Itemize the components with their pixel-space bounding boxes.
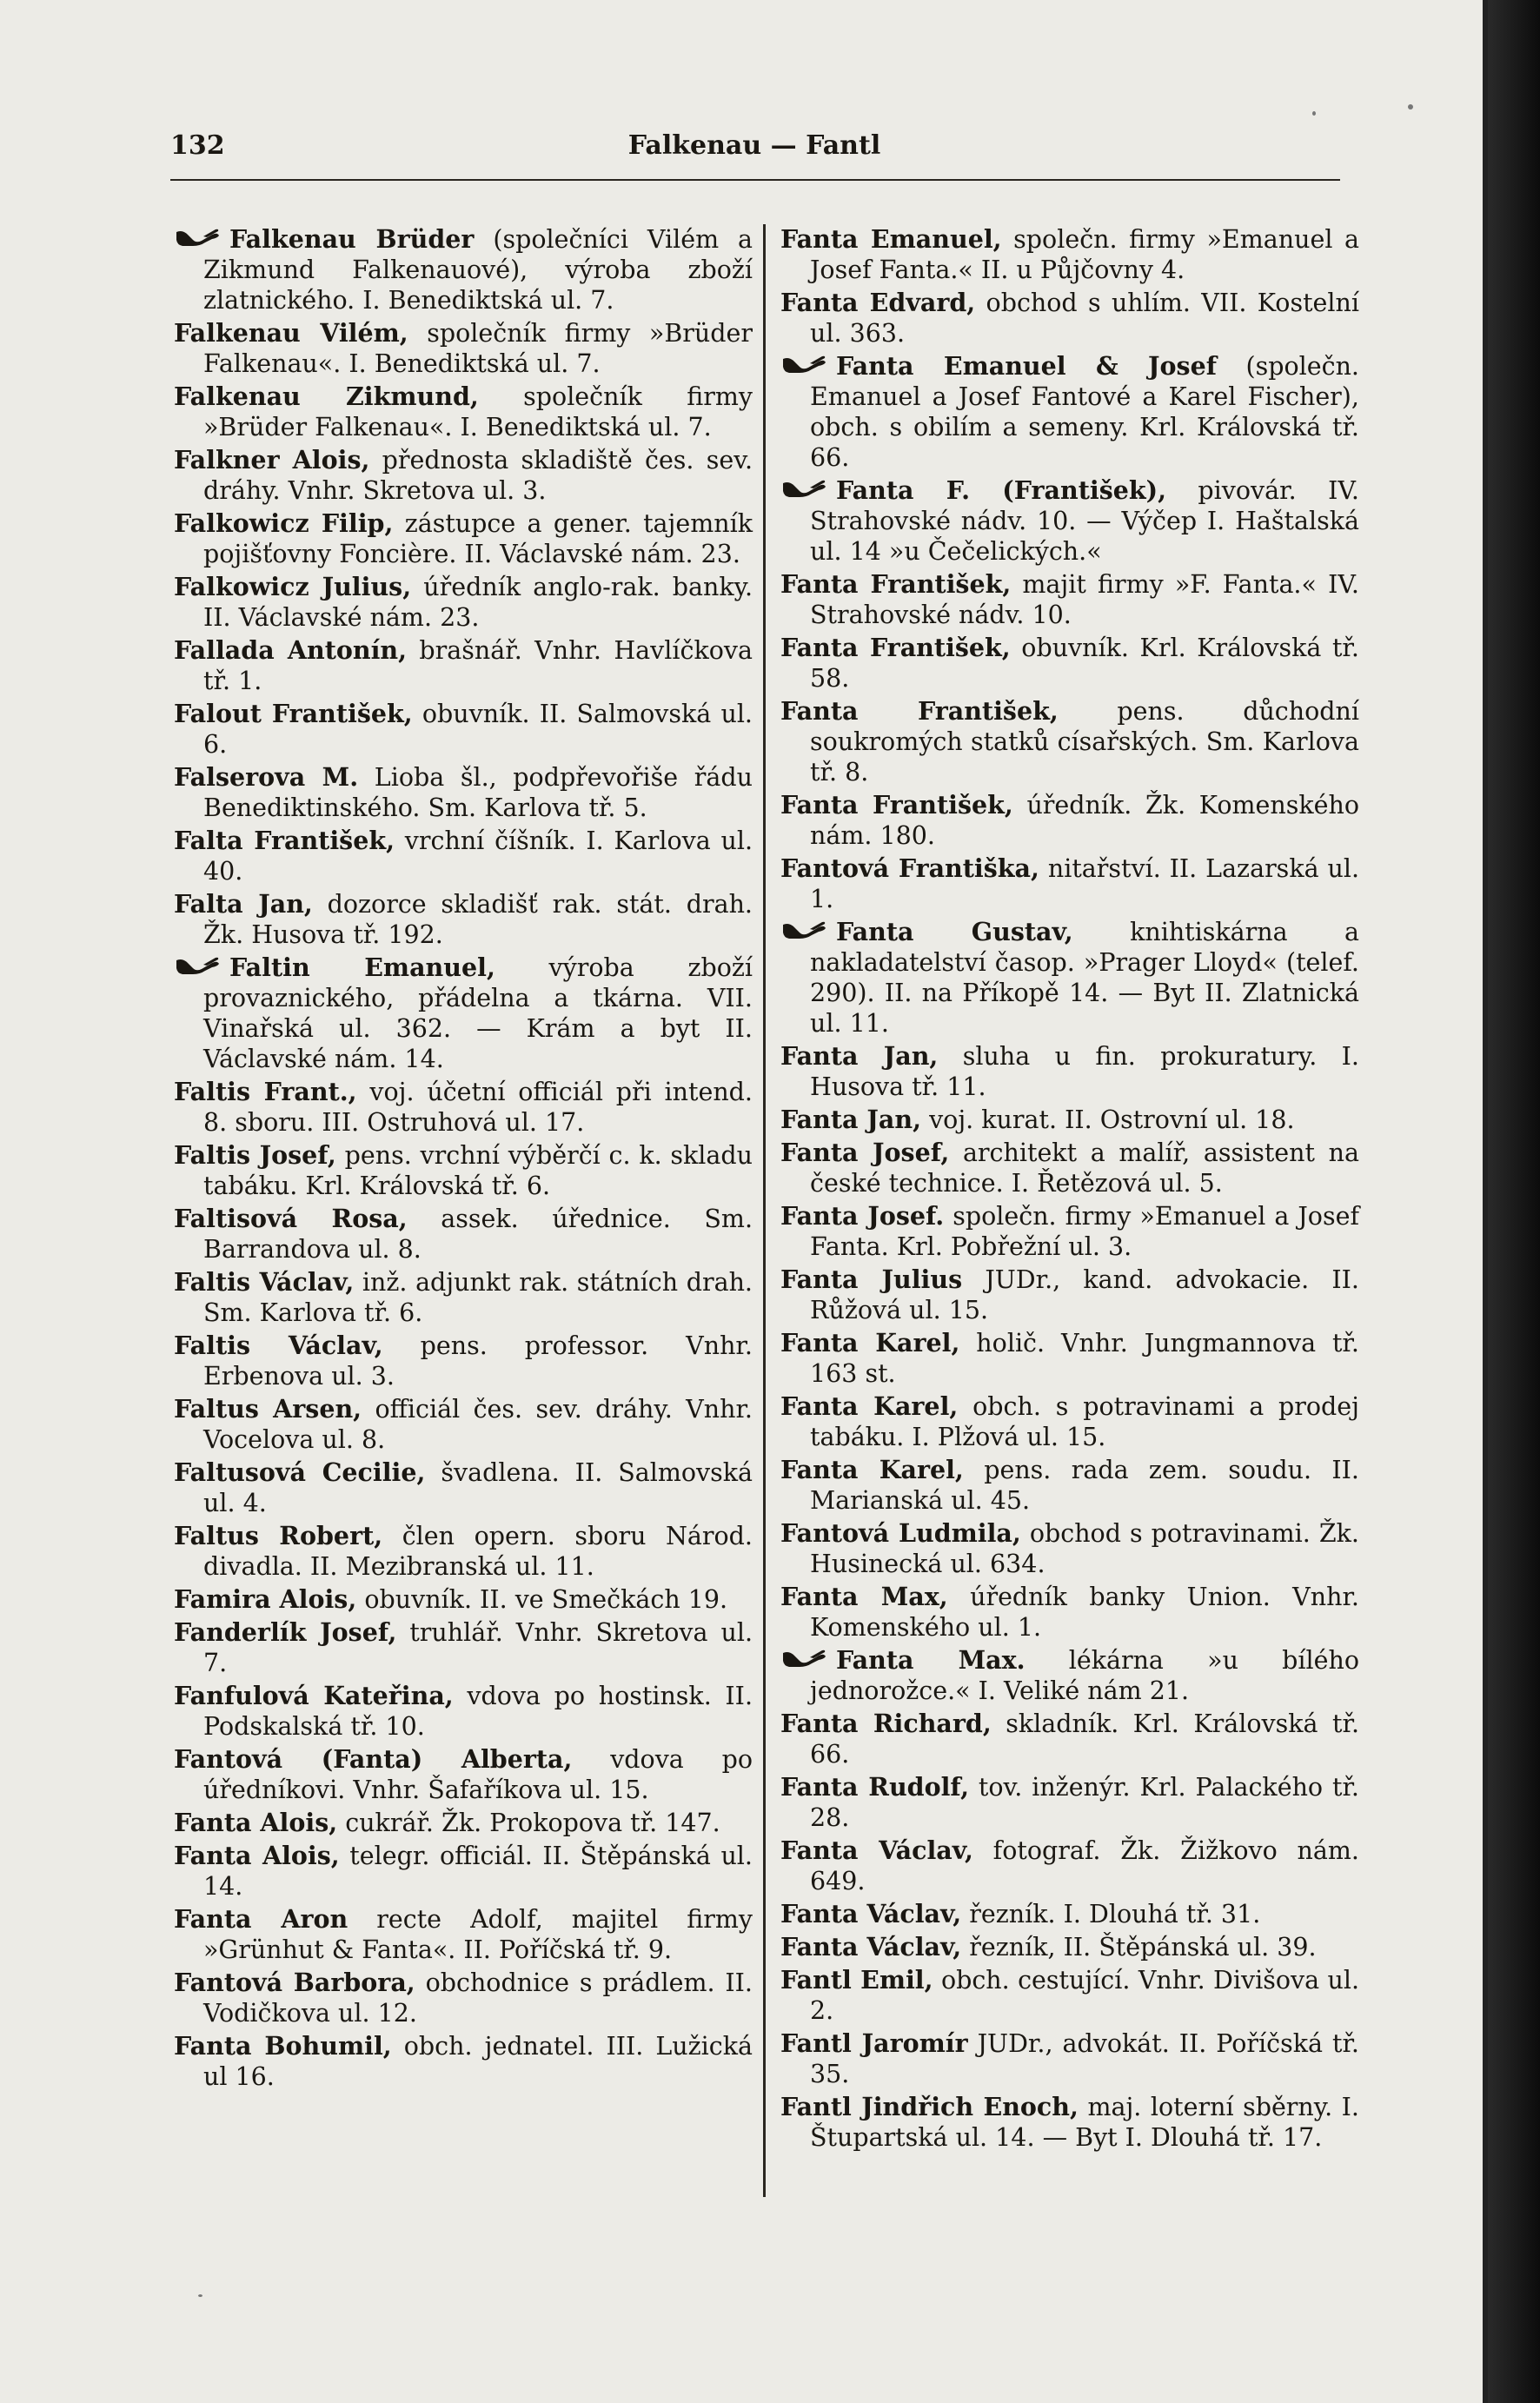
directory-entry [174, 382, 753, 442]
directory-entry [780, 1138, 1359, 1198]
entry-details: švadlena. II. Salmovská ul. 4. [203, 1458, 753, 1517]
entry-details: inž. adjunkt rak. státních drah. Sm. Karlova tř. 6. [203, 1268, 753, 1327]
entry-details: maj. loterní sběrny. I. Štupartská ul. 14. — Byt I. Dlouhá tř. 17. [810, 2093, 1359, 2152]
entry-name: Faltin Emanuel, [229, 953, 495, 982]
entry-details: úředník anglo-rak. banky. II. Václavské nám. 23. [203, 573, 753, 632]
directory-entry [174, 224, 753, 315]
directory-entry [174, 1681, 753, 1742]
entry-name: Faltis Václav, [174, 1331, 383, 1360]
entry-name: Fanta Julius [780, 1265, 963, 1294]
directory-entry [174, 1521, 753, 1582]
page-edge [1488, 0, 1540, 2403]
directory-entry [174, 762, 753, 823]
entry-name: Fanta František, [780, 633, 1011, 662]
entry-details: voj. kurat. II. Ostrovní ul. 18. [921, 1105, 1295, 1134]
entry-name: Fantová (Fanta) Alberta, [174, 1744, 573, 1774]
entry-details: řezník, II. Štěpánská ul. 39. [961, 1933, 1317, 1962]
entry-details: truhlář. Vnhr. Skretova ul. 7. [203, 1618, 753, 1677]
directory-entry [174, 635, 753, 696]
entry-name: Falkowicz Filip, [174, 508, 394, 538]
entry-name: Fantl Jaromír [780, 2028, 968, 2058]
entry-name: Faltisová Rosa, [174, 1204, 408, 1233]
entry-details: Lioba šl., podpřevořiše řádu Benediktinského. Sm. Karlova tř. 5. [203, 763, 753, 822]
directory-entry [780, 1518, 1359, 1579]
right-column [780, 224, 1359, 2153]
entry-details: pens. professor. Vnhr. Erbenova ul. 3. [203, 1331, 753, 1391]
entry-details: voj. účetní officiál při intend. 8. sboru. III. Ostruhová ul. 17. [203, 1078, 753, 1137]
directory-entry [780, 2092, 1359, 2153]
entry-name: Fanderlík Josef, [174, 1617, 397, 1647]
entry-name: Fanta Karel, [780, 1455, 964, 1484]
entry-details: architekt a malíř, assistent na české technice. I. Řetězová ul. 5. [810, 1138, 1359, 1198]
header-rule [170, 179, 1340, 181]
entry-details: vdova po hostinsk. II. Podskalská tř. 10. [203, 1682, 753, 1741]
left-column [174, 224, 753, 2092]
directory-entry [780, 1105, 1359, 1135]
entry-name: Fanta František, [780, 696, 1059, 726]
directory-entry [174, 1077, 753, 1138]
entry-name: Fanta Max, [780, 1582, 948, 1611]
entry-name: Fanfulová Kateřina, [174, 1681, 454, 1710]
entry-details: knihtiskárna a nakladatelství časop. »Prager Lloyd« (telef. 290). II. na Příkopě 14. — Byt II. Zlatnická ul. 11. [810, 918, 1360, 1038]
entry-details: pens. důchodní soukromých statků císařských. Sm. Karlova tř. 8. [810, 697, 1359, 787]
directory-entry [780, 696, 1359, 787]
entry-name: Fanta Václav, [780, 1932, 962, 1962]
entry-details: výroba zboží provaznického, přádelna a tkárna. VII. Vinařská ul. 362. — Krám a byt II. Václavské nám. 14. [203, 953, 753, 1073]
directory-entry [780, 1709, 1359, 1769]
entry-name: Fanta Alois, [174, 1841, 340, 1870]
entry-name: Fanta Jan, [780, 1041, 939, 1071]
directory-entry [780, 1772, 1359, 1833]
directory-entry [174, 889, 753, 950]
entry-name: Fanta Josef. [780, 1201, 945, 1231]
entry-name: Fanta F. (František), [836, 475, 1167, 505]
entry-name: Fantová Barbora, [174, 1968, 415, 1997]
entry-details: obchod s uhlím. VII. Kostelní ul. 363. [810, 289, 1359, 348]
entry-name: Falta František, [174, 826, 395, 855]
directory-entry [780, 288, 1359, 349]
entry-name: Faltusová Cecilie, [174, 1457, 426, 1487]
entry-name: Falserova M. [174, 762, 359, 792]
entry-name: Fantová Ludmila, [780, 1518, 1021, 1548]
entry-name: Falkner Alois, [174, 445, 370, 475]
entry-details: obchodnice s prádlem. II. Vodičkova ul. 12. [203, 1968, 753, 2028]
directory-entry [174, 1841, 753, 1902]
entry-name: Faltus Robert, [174, 1521, 383, 1550]
directory-entry [174, 1584, 753, 1615]
directory-entry [174, 1904, 753, 1965]
directory-entry [780, 633, 1359, 694]
directory-entry [780, 853, 1359, 914]
directory-entry [174, 1808, 753, 1838]
directory-entry [174, 1457, 753, 1518]
directory-entry [780, 569, 1359, 630]
entry-name: Fanta Gustav, [836, 917, 1073, 946]
directory-entry [174, 1617, 753, 1678]
directory-entry [780, 790, 1359, 851]
column-divider [763, 224, 766, 2197]
entry-details: úředník banky Union. Vnhr. Komenského ul. 1. [810, 1583, 1359, 1642]
entry-details: sluha u fin. prokuratury. I. Husova tř. 11. [810, 1042, 1359, 1101]
directory-entry [174, 1394, 753, 1455]
entry-details: tov. inženýr. Krl. Palackého tř. 28. [810, 1773, 1359, 1832]
entry-name: Fanta Karel, [780, 1391, 959, 1421]
directory-entry [780, 1041, 1359, 1102]
directory-entry [780, 1391, 1359, 1452]
directory-entry [780, 1932, 1359, 1962]
entry-name: Fanta Václav, [780, 1835, 973, 1865]
directory-entry [780, 1582, 1359, 1643]
directory-entry [174, 1968, 753, 2028]
entry-details: dozorce skladišť rak. stát. drah. Žk. Husova tř. 192. [203, 890, 753, 949]
entry-details: officiál čes. sev. dráhy. Vnhr. Vocelova ul. 8. [203, 1395, 753, 1454]
entry-name: Fanta Alois, [174, 1808, 338, 1837]
directory-entry [780, 351, 1359, 473]
entry-details: fotograf. Žk. Žižkovo nám. 649. [810, 1836, 1359, 1895]
directory-entry [174, 508, 753, 569]
directory-entry [780, 1899, 1359, 1929]
print-speck [198, 2294, 202, 2297]
pointing-hand-icon [780, 919, 829, 941]
page-header [170, 130, 1338, 169]
pointing-hand-icon [174, 226, 222, 249]
entry-name: Fanta Emanuel & Josef [836, 351, 1217, 381]
entry-details: obuvník. II. Salmovská ul. 6. [203, 700, 753, 759]
entry-details: (společníci Vilém a Zikmund Falkenauové), výroba zboží zlatnického. I. Benediktská ul. 7. [203, 225, 753, 315]
entry-details: obch. cestující. Vnhr. Divišova ul. 2. [810, 1966, 1360, 2025]
entry-name: Faltis Václav, [174, 1267, 355, 1297]
entry-details: cukrář. Žk. Prokopova tř. 147. [337, 1809, 720, 1837]
entry-name: Falkowicz Julius, [174, 572, 412, 601]
entry-name: Falta Jan, [174, 889, 313, 919]
directory-entry [780, 475, 1359, 567]
entry-details: JUDr., advokát. II. Poříčská tř. 35. [810, 2029, 1359, 2088]
entry-details: obuvník. Krl. Královská tř. 58. [810, 634, 1359, 693]
directory-entry [174, 572, 753, 633]
entry-details: obuvník. II. ve Smečkách 19. [356, 1585, 728, 1614]
directory-entry [174, 2031, 753, 2092]
directory-entry [780, 224, 1359, 285]
entry-details: úředník. Žk. Komenského nám. 180. [810, 791, 1359, 850]
pointing-hand-icon [780, 477, 829, 500]
pointing-hand-icon [780, 1647, 829, 1669]
entry-name: Famira Alois, [174, 1584, 357, 1614]
entry-details: společn. firmy »Emanuel a Josef Fanta. Krl. Pobřežní ul. 3. [810, 1202, 1359, 1261]
directory-entry [174, 318, 753, 379]
entry-details: lékárna »u bílého jednorožce.« I. Veliké nám 21. [810, 1646, 1359, 1705]
running-title: Falkenau — Fantl [627, 130, 881, 161]
entry-name: Fanta Jan, [780, 1105, 922, 1134]
entry-details: řezník. I. Dlouhá tř. 31. [961, 1900, 1261, 1928]
entry-name: Faltus Arsen, [174, 1394, 362, 1424]
entry-name: Falout František, [174, 699, 413, 728]
entry-details: skladník. Krl. Královská tř. 66. [810, 1709, 1359, 1769]
page-number: 132 [170, 130, 225, 161]
entry-details: člen opern. sboru Národ. divadla. II. Mezibranská ul. 11. [203, 1522, 753, 1581]
directory-entry [780, 1328, 1359, 1389]
directory-entry [174, 953, 753, 1074]
directory-entry [174, 1204, 753, 1265]
entry-details: brašnář. Vnhr. Havlíčkova tř. 1. [203, 636, 753, 695]
entry-details: telegr. officiál. II. Štěpánská ul. 14. [203, 1842, 753, 1901]
directory-entry [174, 699, 753, 760]
entry-name: Fanta Rudolf, [780, 1772, 969, 1802]
directory-entry [780, 1835, 1359, 1896]
entry-details: pivovár. IV. Strahovské nádv. 10. — Výčep I. Haštalská ul. 14 »u Čečelických.« [810, 476, 1359, 566]
directory-entry [174, 826, 753, 886]
entry-details: společník firmy »Brüder Falkenau«. I. Benediktská ul. 7. [203, 319, 753, 378]
entry-name: Fanta František, [780, 790, 1013, 820]
entry-details: majit firmy »F. Fanta.« IV. Strahovské nádv. 10. [810, 570, 1359, 629]
entry-details: obch. jednatel. III. Lužická ul 16. [203, 2032, 753, 2091]
entry-name: Falkenau Brüder [229, 224, 475, 254]
entry-details: přednosta skladiště čes. sev. dráhy. Vnhr. Skretova ul. 3. [203, 446, 753, 505]
entry-name: Fanta Karel, [780, 1328, 960, 1357]
directory-entry [780, 1965, 1359, 2026]
directory-entry [174, 1331, 753, 1391]
entry-details: recte Adolf, majitel firmy »Grünhut & Fanta«. II. Poříčská tř. 9. [203, 1905, 753, 1964]
entry-details: (společn. Emanuel a Josef Fantové a Karel Fischer), obch. s obilím a semeny. Krl. Královská tř. 66. [810, 352, 1359, 472]
entry-details: pens. rada zem. soudu. II. Marianská ul. 45. [810, 1456, 1359, 1515]
entry-details: obch. s potravinami a prodej tabáku. I. Plžová ul. 15. [810, 1392, 1359, 1451]
entry-name: Fantová Františka, [780, 853, 1039, 883]
pointing-hand-icon [780, 353, 829, 375]
print-speck [1408, 104, 1413, 110]
directory-entry [174, 1267, 753, 1328]
entry-name: Fanta Richard, [780, 1709, 992, 1738]
directory-entry [780, 917, 1359, 1039]
entry-details: vrchní číšník. I. Karlova ul. 40. [203, 826, 753, 886]
directory-entry [174, 1744, 753, 1805]
entry-details: pens. vrchní výběrčí c. k. skladu tabáku. Krl. Královská tř. 6. [203, 1141, 753, 1200]
entry-name: Falkenau Zikmund, [174, 382, 479, 411]
entry-name: Fanta Václav, [780, 1899, 962, 1928]
directory-entry [780, 1455, 1359, 1516]
directory-entry [174, 1140, 753, 1201]
entry-details: JUDr., kand. advokacie. II. Růžová ul. 15. [810, 1265, 1359, 1324]
entry-name: Fanta Bohumil, [174, 2031, 392, 2061]
directory-entry [780, 1201, 1359, 1262]
entry-name: Fanta Emanuel, [780, 224, 1002, 254]
entry-name: Fanta Max. [836, 1645, 1026, 1675]
directory-entry [780, 1645, 1359, 1706]
entry-details: vdova po úředníkovi. Vnhr. Šafaříkova ul. 15. [203, 1745, 753, 1804]
entry-name: Fanta Edvard, [780, 288, 976, 317]
entry-details: společn. firmy »Emanuel a Josef Fanta.« II. u Půjčovny 4. [810, 225, 1359, 284]
directory-entry [780, 1265, 1359, 1325]
entry-name: Fanta Josef, [780, 1138, 950, 1167]
entry-name: Fanta Aron [174, 1904, 348, 1934]
entry-details: společník firmy »Brüder Falkenau«. I. Benediktská ul. 7. [203, 382, 753, 441]
entry-details: holič. Vnhr. Jungmannova tř. 163 st. [810, 1329, 1359, 1388]
print-speck [1312, 111, 1316, 116]
entry-details: nitařství. II. Lazarská ul. 1. [810, 854, 1360, 913]
entry-name: Fallada Antonín, [174, 635, 408, 665]
entry-details: zástupce a gener. tajemník pojišťovny Foncière. II. Václavské nám. 23. [203, 509, 753, 568]
pointing-hand-icon [174, 954, 222, 977]
entry-name: Faltis Josef, [174, 1140, 336, 1170]
entry-name: Fantl Emil, [780, 1965, 933, 1995]
entry-name: Falkenau Vilém, [174, 318, 408, 348]
entry-name: Fanta František, [780, 569, 1012, 599]
directory-entry [174, 445, 753, 506]
entry-details: obchod s potravinami. Žk. Husinecká ul. 634. [810, 1519, 1359, 1578]
entry-name: Faltis Frant., [174, 1077, 357, 1106]
directory-entry [780, 2028, 1359, 2089]
entry-name: Fantl Jindřich Enoch, [780, 2092, 1079, 2121]
entry-details: assek. úřednice. Sm. Barrandova ul. 8. [203, 1205, 753, 1264]
